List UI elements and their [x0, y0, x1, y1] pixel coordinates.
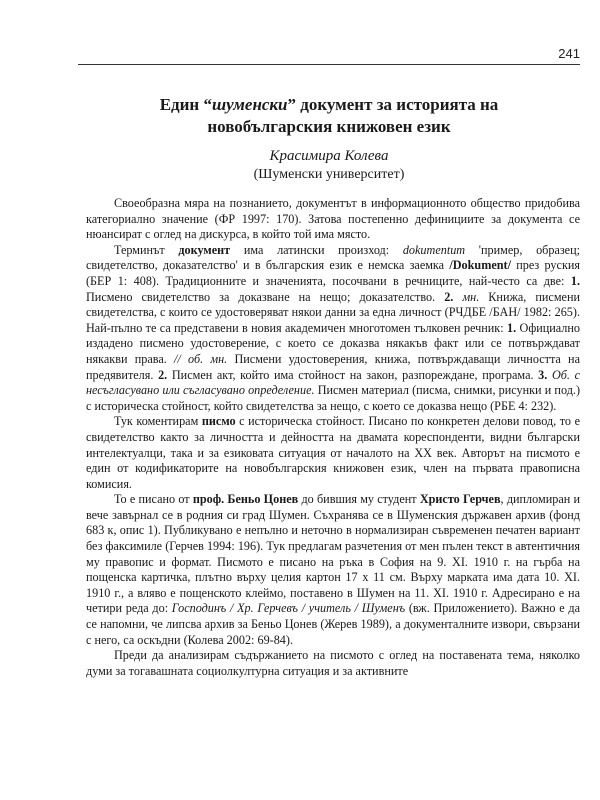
italic-run: Об. с несъгласувано или съгласувано определение. [86, 367, 581, 398]
bold-run: /Dokument/ [449, 258, 511, 273]
bold-run: 1. [507, 320, 517, 335]
bold-run: 1. [570, 273, 580, 288]
text-run: , дипломиран и вече завърнал се в родния си град Шумен. Съхранява се в Шуменския държавен архив (фонд 683 к, опис 1). Публикувано е непълно и неточно в нормализиран съвременен печатен вариант без факсимиле (Герчев 1994: 196). Тук предлагам разчетения от мен пълен текст в автентичния му правопис и формат. Писмото е писано на ръка в София на 9. XI. 1910 г. на гърба на пощенска картичка, плътно върху целия картон 17 х 11 см. Върху марката има дата 10. XI. 1910 г., а вляво е пощенското клеймо, поставено в Шумен на 11. XI. 1910 г. Адресирано е на четири реда до: [86, 492, 581, 616]
title-line-2: новобългарския книжовен език [207, 117, 451, 136]
paragraph [86, 414, 580, 492]
title-line-1-end: ” документ за историята на [287, 95, 499, 114]
author-affiliation: (Шуменски университет) [253, 167, 405, 182]
text-run: Писмен акт, който има стойност на закон, разпореждане, програма. [167, 367, 539, 382]
italic-run: dokumentum [402, 242, 466, 257]
text-run: Книжа, писмени свидетелства, с които се удостоверяват някои данни за една личност (РЧДБЕ /БАН/ 1982: 265). Най-пълно те са представени в новия академичен многотомен тълковен речник: [86, 289, 581, 335]
header-rule [78, 64, 580, 65]
text-run: 'пример, образец; свидетелство, доказателство' и в българския език е немска заемка [86, 242, 580, 273]
italic-run: мн. [462, 289, 480, 304]
paragraph [86, 196, 580, 243]
bold-run: документ [178, 242, 231, 257]
text-run: Преди да анализирам съдържанието на писмото с оглед на поставената тема, няколко думи за тогавашната социолкултурна ситуация и за активните [86, 648, 580, 678]
text-run: То е писано от [114, 492, 193, 507]
text-run: Писмени удостоверения, книжа, потвърждаващи личността на предявителя. [86, 351, 580, 382]
text-run: има латински произход: [230, 242, 403, 257]
page-number: 241 [558, 46, 580, 61]
author-block [78, 146, 580, 184]
text-run: Терминът [114, 242, 179, 257]
text-run: до бившия му студент [298, 492, 420, 507]
italic-run: Господинъ / Хр. Герчевъ / учитель / Шуменъ [171, 601, 406, 616]
text-run: Тук коментирам [114, 414, 202, 429]
title-italic-word: шуменски [211, 95, 288, 114]
article-body [86, 196, 580, 679]
author-name: Красимира Колева [269, 148, 389, 164]
text-run: Писмено свидетелство за доказване на нещо; доказателство. [86, 289, 445, 304]
title-line-1 [78, 94, 580, 116]
text-run: с историческа стойност. Писано по конкретен делови повод, то е свидетелство както за личността и дейността на двамата кореспонденти, видни български интелектуалци, така и за езиковата ситуация от началото на ХХ век. Авторът на писмото е един от кодификаторите на новобългарския книжовен език, член на първата правописна комисия. [86, 414, 580, 491]
article-title [78, 94, 580, 138]
text-run: Своеобразна мяра на познанието, документът в информационното общество придобива категориално значение (ФР 1997: 170). Затова постепенно дефинициите за документа се нюансират с оглед на дискурса, в който той има място. [86, 196, 580, 242]
paragraph [86, 648, 580, 679]
bold-run: писмо [201, 414, 236, 429]
text-run: (вж. Приложението). Важно е да се напомни, че липсва архив за Беньо Цонев (Жерев 1989), а документалните извори, свързани с него, са оскъдни (Колева 2002: 69-84). [86, 601, 580, 647]
text-run: Писмен материал (писма, снимки, рисунки и под.) с историческа стойност, който свидетелства за нещо, с което се доказва нещо (РБЕ 4: 232). [86, 383, 581, 413]
title-line-1-start: Един “ [159, 95, 212, 114]
paragraph [86, 492, 580, 648]
text-run: Официално издадено писмено удостоверение, с което се доказва някакъв факт или се потвърждават някакви права. [86, 320, 580, 366]
bold-run: проф. Беньо Цонев [192, 492, 299, 507]
bold-run: Христо Герчев [419, 492, 501, 507]
paragraph [86, 243, 580, 415]
bold-run: 2. [158, 367, 168, 382]
bold-run: 2. [444, 289, 454, 304]
bold-run: 3. [538, 367, 548, 382]
italic-run: // об. мн. [174, 351, 228, 366]
text-run: през руския (БЕР 1: 408). Традиционните и значенията, посочвани в речниците, най-често са две: [86, 258, 580, 288]
